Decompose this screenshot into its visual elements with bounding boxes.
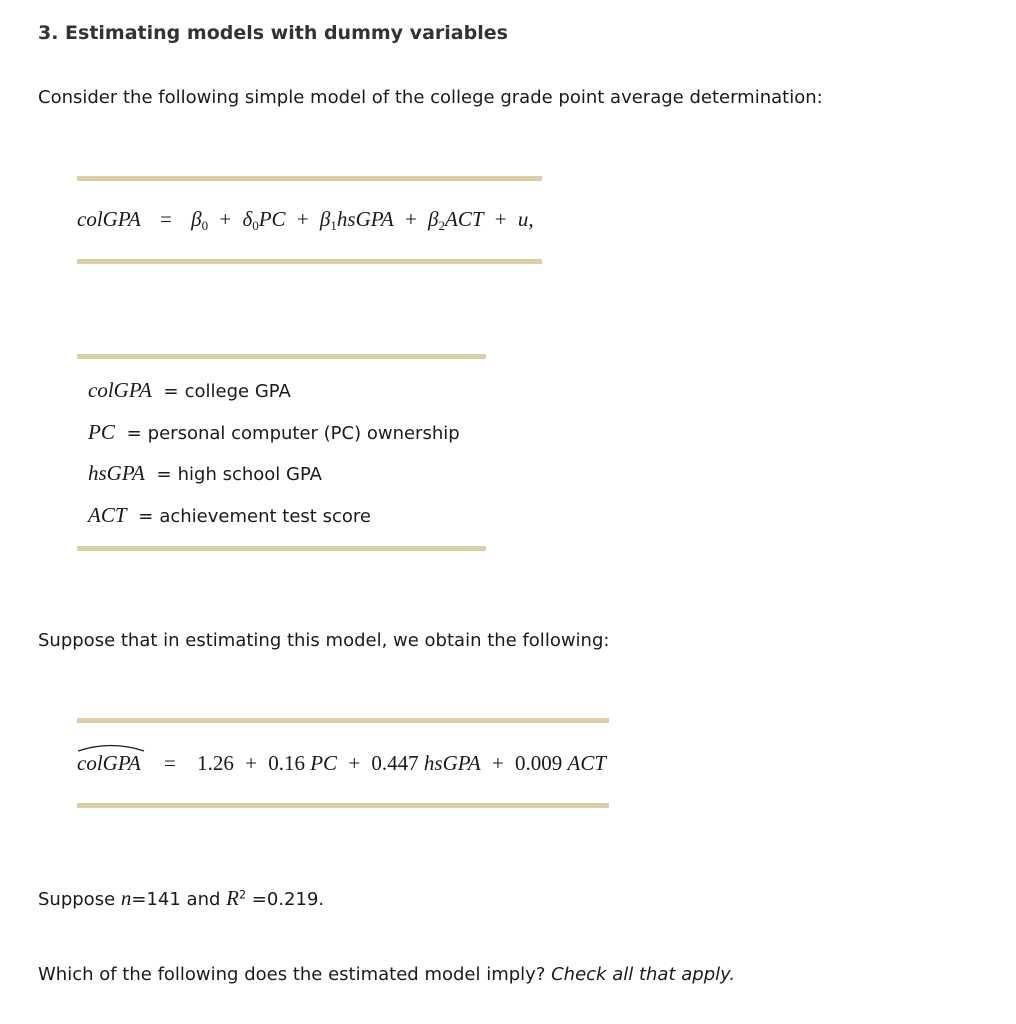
definition-row <box>88 503 371 528</box>
hsgpa-variable: hsGPA <box>336 207 394 231</box>
model-bottom-rule <box>77 259 542 264</box>
hat-icon <box>77 742 145 752</box>
delta0-subscript: 0 <box>252 217 259 233</box>
beta1-subscript: 1 <box>330 217 337 233</box>
error-term: u, <box>517 207 534 231</box>
r-squared-exponent: 2 <box>238 888 247 902</box>
estimated-equation <box>77 751 606 776</box>
pc-variable: PC <box>258 207 286 231</box>
act-variable: ACT <box>567 751 607 775</box>
definition-symbol: hsGPA <box>88 461 145 485</box>
beta1-symbol: β <box>319 207 331 231</box>
n-symbol: n <box>120 886 132 910</box>
definition-equals: = <box>163 381 179 402</box>
definition-equals: = <box>156 464 172 485</box>
question-hint: Check all that apply. <box>551 964 736 985</box>
pc-variable: PC <box>310 751 338 775</box>
r-squared-value: =0.219. <box>246 889 325 910</box>
question-text <box>38 964 735 985</box>
definition-equals: = <box>138 506 154 527</box>
plus-sign: + <box>245 751 257 775</box>
estimated-lhs <box>77 751 141 776</box>
pc-coefficient: 0.16 <box>268 751 305 775</box>
definitions-bottom-rule <box>77 546 486 551</box>
hsgpa-coefficient: 0.447 <box>371 751 419 775</box>
estimated-lhs-text: colGPA <box>77 751 141 775</box>
plus-sign: + <box>404 207 417 231</box>
estimate-bottom-rule <box>77 803 609 808</box>
model-top-rule <box>77 176 542 181</box>
plus-sign: + <box>494 207 507 231</box>
beta2-subscript: 2 <box>438 217 446 233</box>
n-value: =141 <box>131 889 181 910</box>
estimate-top-rule <box>77 718 609 723</box>
definitions-top-rule <box>77 354 486 359</box>
plus-sign: + <box>348 751 361 775</box>
model-equation <box>77 207 534 234</box>
definition-row <box>88 420 460 445</box>
definition-meaning: high school GPA <box>177 464 322 485</box>
definition-equals: = <box>126 423 142 444</box>
definition-meaning: personal computer (PC) ownership <box>147 423 460 444</box>
r-squared-symbol: R <box>226 886 239 910</box>
definition-row <box>88 461 322 486</box>
definition-meaning: college GPA <box>184 381 291 402</box>
model-lhs: colGPA <box>77 207 141 231</box>
beta0-subscript: 0 <box>201 217 209 233</box>
section-title: 3. Estimating models with dummy variables <box>38 22 508 44</box>
delta0-symbol: δ <box>242 207 253 231</box>
definition-symbol: ACT <box>88 503 127 527</box>
beta2-symbol: β <box>428 207 439 231</box>
definition-symbol: colGPA <box>88 378 152 402</box>
definition-symbol: PC <box>88 420 115 444</box>
suppose-estimate-text: Suppose that in estimating this model, we obtain the following: <box>38 630 610 651</box>
plus-sign: + <box>491 751 504 775</box>
act-coefficient: 0.009 <box>515 751 563 775</box>
definition-row <box>88 378 291 403</box>
question-main: Which of the following does the estimated model imply? <box>38 964 546 985</box>
beta0-symbol: β <box>191 207 202 231</box>
stats-prefix: Suppose <box>38 889 121 910</box>
plus-sign: + <box>296 207 309 231</box>
sample-stats-text <box>38 886 324 911</box>
plus-sign: + <box>219 207 232 231</box>
model-equals: = <box>160 207 172 231</box>
act-variable: ACT <box>445 207 484 231</box>
hsgpa-variable: hsGPA <box>423 751 481 775</box>
estimate-equals: = <box>164 751 176 775</box>
stats-and: and <box>180 889 227 910</box>
definition-meaning: achievement test score <box>159 506 371 527</box>
intro-text: Consider the following simple model of the college grade point average determination: <box>38 87 823 108</box>
intercept-value: 1.26 <box>197 751 234 775</box>
